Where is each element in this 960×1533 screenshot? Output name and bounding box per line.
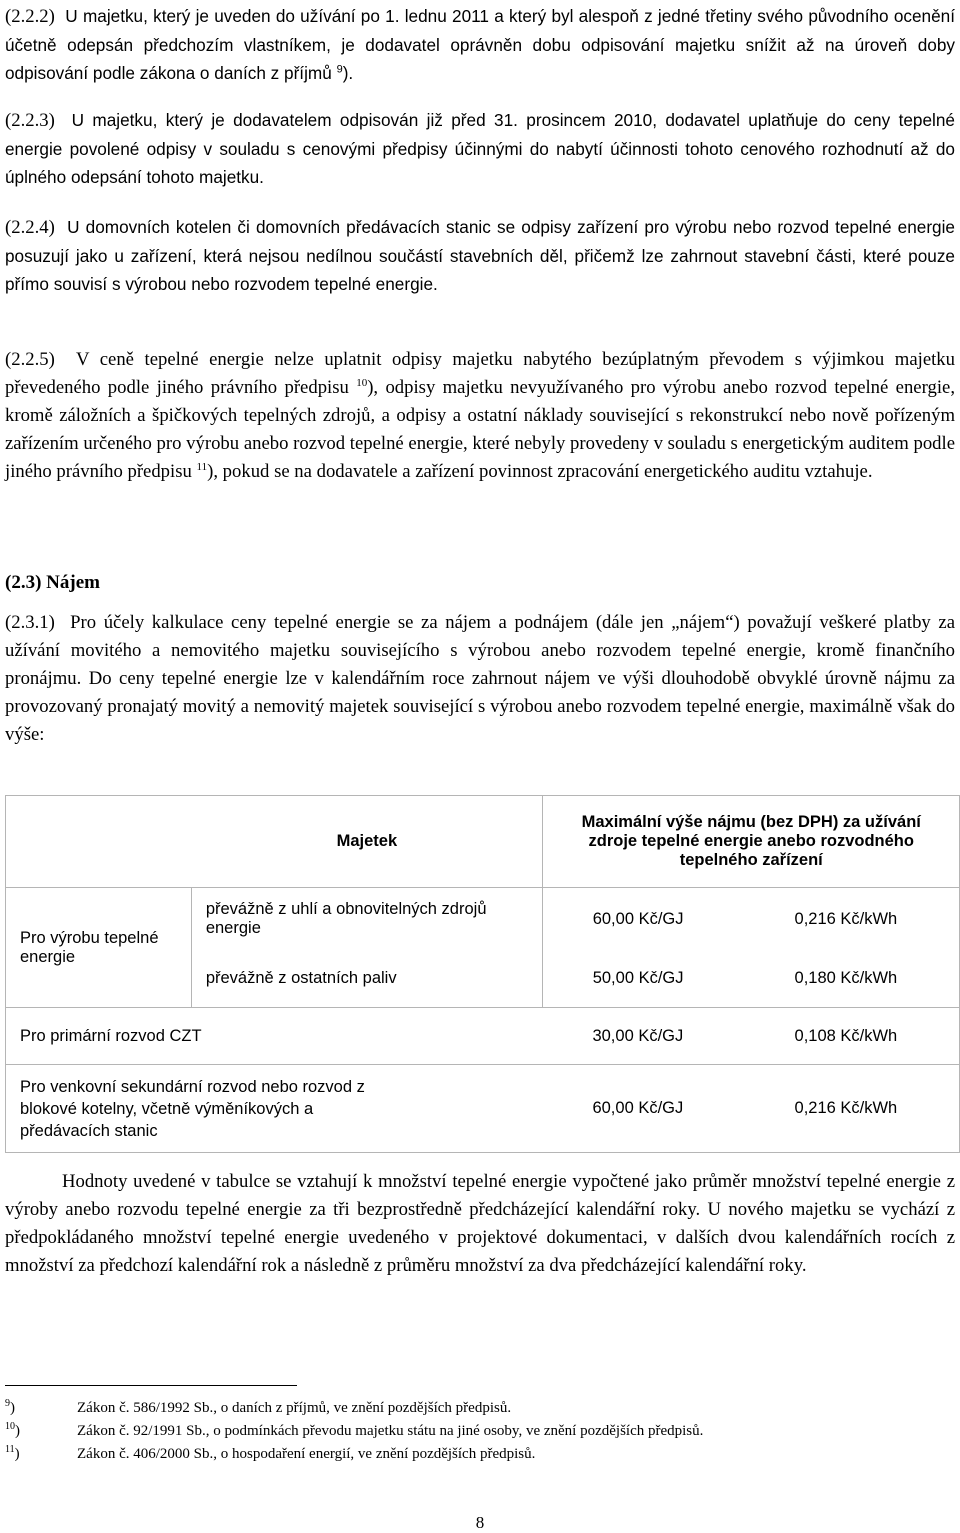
footnote-paren: ) <box>14 1446 20 1462</box>
rent-limits-table <box>5 795 960 1153</box>
row-price-kwh: 0,180 Kč/kWh <box>733 951 960 1008</box>
table-row <box>6 1065 960 1153</box>
footnote-number: 11 <box>5 1444 15 1455</box>
paragraph-2-3-1 <box>5 609 955 749</box>
row-price-kwh: 0,108 Kč/kWh <box>733 1008 960 1065</box>
row-label: převážně z uhlí a obnovitelných zdrojů energie <box>191 888 543 951</box>
paragraph-id: (2.2.2) <box>5 6 55 27</box>
footnote-ref-9: 9 <box>336 63 343 76</box>
paragraph-id: (2.3.1) <box>5 612 55 633</box>
paragraph-text-a: V ceně tepelné energie nelze uplatnit odpisy majetku nabytého bezúplatným převodem s výjimkou majetku převedeného podle jiného právního předpisu <box>5 349 955 398</box>
paragraph-id: (2.2.3) <box>5 110 55 131</box>
footnote-10 <box>5 1422 703 1440</box>
page-number: 8 <box>475 1513 485 1532</box>
paragraph-id: (2.2.4) <box>5 217 55 238</box>
table-header-row <box>6 796 960 888</box>
row-label: Pro venkovní sekundární rozvod nebo rozvod z blokové kotelny, včetně výměníkových a předávacích stanic <box>6 1065 543 1153</box>
paragraph-2-2-4 <box>5 213 955 298</box>
table-header-max-rent: Maximální výše nájmu (bez DPH) za užívání zdroje tepelné energie anebo rozvodného tepelného zařízení <box>543 796 960 888</box>
row-label: převážně z ostatních paliv <box>191 951 543 1008</box>
row-price-gj: 60,00 Kč/GJ <box>543 888 733 951</box>
paragraph-text-b: ), odpisy majetku nevyužívaného pro výrobu anebo rozvod tepelné energie, kromě záložních a špičkových tepelných zdrojů, a odpisy a ostatní náklady související s rekonstrukcí nebo nově pořízeným zařízením určeného pro výrobu anebo rozvod tepelné energie, které nebyly provedeny v souladu s energetickým auditem podle jiného právního předpisu <box>5 377 955 482</box>
paragraph-after-table: Hodnoty uvedené v tabulce se vztahují k množství tepelné energie vypočtené jako průměr množství tepelné energie z výroby anebo rozvodu tepelné energie za tři bezprostředně předcházející kalendářní roky. U nového majetku se vychází z předpokládaného množství tepelné energie uvedeného v projektové dokumentaci, v dalších dvou kalendářních rocích z množství za předchozí kalendářní rok a následně z průměru množství za dva předcházející kalendářní roky. <box>5 1171 955 1276</box>
paragraph-tail: ). <box>342 63 354 83</box>
row-label: Pro primární rozvod CZT <box>6 1008 543 1065</box>
table-header-asset: Majetek <box>191 796 543 888</box>
footnote-11 <box>5 1445 535 1463</box>
paragraph-text: Pro účely kalkulace ceny tepelné energie se za nájem a podnájem (dále jen „nájem“) považují veškeré platby za užívání movitého a nemovitého majetku souvisejícího s výrobou anebo rozvodem tepelné energie, kromě finančního pronájmu. Do ceny tepelné energie lze v kalendářním roce zahrnout nájem ve výši dlouhodobě obvyklé úrovně nájmu za provozovaný pronajatý movitý a nemovitý majetek související s výrobou anebo rozvodem tepelné energie, maximálně však do výše: <box>5 612 955 745</box>
table-row <box>6 1008 960 1065</box>
footnote-paren: ) <box>15 1423 20 1439</box>
row-price-gj: 30,00 Kč/GJ <box>543 1008 733 1065</box>
footnote-number: 9 <box>5 1398 10 1409</box>
footnote-paren: ) <box>10 1400 15 1416</box>
table-header-blank <box>6 796 192 888</box>
footnote-text: Zákon č. 406/2000 Sb., o hospodaření energií, ve znění pozdějších předpisů. <box>77 1446 536 1462</box>
footnote-text: Zákon č. 92/1991 Sb., o podmínkách převodu majetku státu na jiné osoby, ve znění pozdějších předpisů. <box>77 1423 704 1439</box>
production-label: Pro výrobu tepelné energie <box>6 888 192 1008</box>
section-heading: (2.3) Nájem <box>5 572 100 593</box>
footnote-text: Zákon č. 586/1992 Sb., o daních z příjmů, ve znění pozdějších předpisů. <box>77 1400 512 1416</box>
row-price-kwh: 0,216 Kč/kWh <box>733 888 960 951</box>
row-price-gj: 60,00 Kč/GJ <box>543 1065 733 1153</box>
paragraph-2-2-5 <box>5 346 955 486</box>
row-price-gj: 50,00 Kč/GJ <box>543 951 733 1008</box>
footnote-9 <box>5 1399 511 1417</box>
paragraph-2-2-2 <box>5 2 955 87</box>
table-row <box>6 888 960 951</box>
paragraph-text-c: ), pokud se na dodavatele a zařízení povinnost zpracování energetického auditu vztahuje. <box>207 461 873 482</box>
footnote-separator <box>5 1385 297 1386</box>
paragraph-text: U domovních kotelen či domovních předávacích stanic se odpisy zařízení pro výrobu nebo rozvod tepelné energie posuzují jako u zařízení, která nejsou nedílnou součástí stavebních děl, přičemž lze zahrnout stavební části, které pouze přímo souvisí s výrobou nebo rozvodem tepelné energie. <box>5 217 955 294</box>
paragraph-text: U majetku, který je uveden do užívání po 1. lednu 2011 a který byl alespoň z jedné třetiny svého původního ocenění účetně odepsán předchozím vlastníkem, je dodavatel oprávněn dobu odpisování majetku snížit až na úroveň doby odpisování podle zákona o daních z příjmů <box>5 6 955 83</box>
row-price-kwh: 0,216 Kč/kWh <box>733 1065 960 1153</box>
paragraph-2-2-3 <box>5 106 955 191</box>
footnote-number: 10 <box>5 1421 15 1432</box>
footnote-ref-10: 10 <box>356 376 368 389</box>
paragraph-id: (2.2.5) <box>5 349 55 370</box>
paragraph-text: U majetku, který je dodavatelem odpisován již před 31. prosincem 2010, dodavatel uplatňuje do ceny tepelné energie povolené odpisy v souladu s cenovými předpisy účinnými do nabytí účinnosti tohoto cenového rozhodnutí až do úplného odepsání tohoto majetku. <box>5 110 955 187</box>
footnote-ref-11: 11 <box>196 460 208 473</box>
